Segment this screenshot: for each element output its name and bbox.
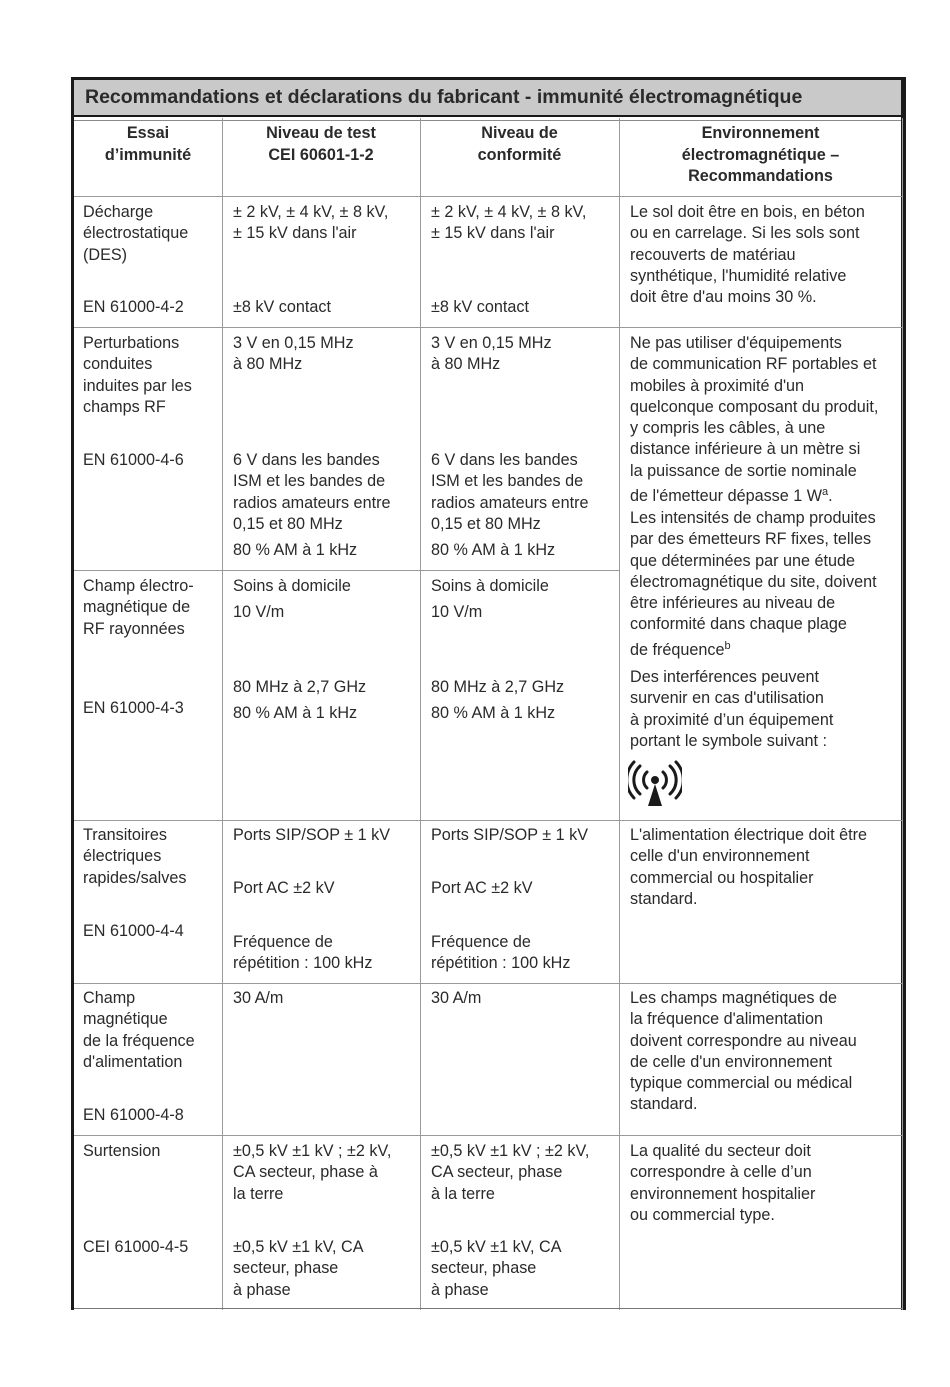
cell-line: 3 V en 0,15 MHz [233,334,354,352]
eft-compliance-a: Ports SIP/SOP ± 1 kV [431,826,589,844]
cell-line: CA secteur, phase à [233,1163,378,1182]
cell-line: Les intensités de champ produites [630,509,876,527]
header-level-line: CEI 60601-1-2 [268,145,374,164]
magnetic-standard: EN 61000-4-8 [83,1106,184,1124]
column-divider [619,118,620,1310]
conducted-level-a [233,333,354,376]
table-title-bar [74,80,901,117]
eft-standard: EN 61000-4-4 [83,922,184,940]
surge-level-a [233,1141,391,1205]
cell-line: la fréquence d'alimentation [630,1010,823,1029]
cell-line: Ne pas utiliser d'équipements [630,334,842,352]
cell-text: de fréquence [630,640,725,659]
cell-line: radios amateurs entre [431,493,589,512]
non-ionizing-radiation-icon [628,760,682,810]
magnetic-level: 30 A/m [233,989,284,1007]
cell-line: à 80 MHz [233,355,303,374]
row-divider [74,1135,902,1136]
cell-line: (DES) [83,245,128,264]
cell-line: quelconque composant du produit, [630,397,879,416]
cell-line: Fréquence de [431,933,531,951]
cell-line: magnétique de [83,598,191,617]
eft-test [83,825,186,889]
cell-line: secteur, phase [233,1259,339,1278]
cell-line: ±0,5 kV ±1 kV, CA [233,1238,364,1256]
cell-line: Le sol doit être en bois, en béton [630,203,865,221]
cell-line: synthétique, l'humidité relative [630,266,847,285]
cell-line: y compris les câbles, à une [630,419,826,438]
header-environment-line: électromagnétique – [681,145,840,164]
eft-level-c [233,932,372,975]
table-bottom-line [74,1308,902,1309]
cell-line: Fréquence de [233,933,333,951]
eft-environment [630,825,867,910]
esd-compliance [431,202,586,245]
cell-line: ISM et les bandes de [431,472,584,491]
cell-line: correspondre à celle d’un [630,1163,812,1182]
cell-line: typique commercial ou médical [630,1074,853,1093]
cell-line: distance inférieure à un mètre si [630,440,861,459]
eft-level-b: Port AC ±2 kV [233,879,335,897]
cell-line: électromagnétique du site, doivent [630,572,877,591]
cell-line: être inférieures au niveau de [630,594,836,613]
header-compliance-line: conformité [477,145,562,164]
cell-line: ± 15 kV dans l'air [431,224,555,243]
esd-level [233,202,388,245]
cell-line: secteur, phase [431,1259,537,1278]
esd-test [83,202,188,266]
eft-level-a: Ports SIP/SOP ± 1 kV [233,826,391,844]
cell-line: portant le symbole suivant : [630,731,828,750]
conducted-level-c: 80 % AM à 1 kHz [233,541,358,559]
cell-line: 6 V dans les bandes [431,451,578,469]
cell-line: répétition : 100 kHz [233,954,373,973]
surge-compliance-b [431,1237,562,1301]
cell-line: Champ électro- [83,577,194,595]
esd-level-contact: ±8 kV contact [233,298,331,316]
radiated-compliance-b: 10 V/m [431,603,483,621]
magnetic-environment [630,988,857,1116]
cell-line: électriques [83,847,162,866]
cell-line: champs RF [83,397,166,416]
header-compliance [420,123,619,166]
cell-line: magnétique [83,1010,168,1029]
cell-line: ± 2 kV, ± 4 kV, ± 8 kV, [431,203,587,221]
cell-line: de la fréquence [83,1031,195,1050]
cell-line: ISM et les bandes de [233,472,386,491]
cell-line: recouverts de matériau [630,245,796,264]
surge-test: Surtension [83,1142,161,1160]
cell-line: ±0,5 kV ±1 kV ; ±2 kV, [431,1142,590,1160]
cell-line [630,486,878,507]
header-test [74,123,222,166]
cell-line: conduites [83,355,153,374]
radiated-test [83,576,194,640]
cell-line: mobiles à proximité d'un [630,376,805,395]
cell-line: conformité dans chaque plage [630,615,847,634]
cell-line: ±0,5 kV ±1 kV ; ±2 kV, [233,1142,392,1160]
row-divider [74,196,902,197]
cell-line: 0,15 et 80 MHz [233,514,343,533]
cell-line: 6 V dans les bandes [233,451,380,469]
surge-level-b [233,1237,364,1301]
cell-line: standard. [630,1095,698,1114]
column-divider [420,118,421,1310]
header-environment [619,123,902,188]
conducted-compliance-b [431,450,588,535]
radiated-level-a: Soins à domicile [233,577,351,595]
cell-line [630,640,877,661]
header-environment-line: Recommandations [688,167,833,185]
table-title: Recommandations et déclarations du fabricant - immunité électromagnétique [85,86,803,108]
conducted-test [83,333,192,418]
radiated-compliance-d: 80 % AM à 1 kHz [431,704,556,722]
cell-line: 0,15 et 80 MHz [431,514,541,533]
cell-line: de communication RF portables et [630,355,877,374]
title-separator [74,117,901,121]
cell-line: induites par les [83,376,192,395]
rf-environment-p2 [630,508,877,661]
magnetic-compliance: 30 A/m [431,989,482,1007]
cell-text: de l'émetteur dépasse 1 W [630,487,823,506]
esd-compliance-contact: ±8 kV contact [431,298,529,316]
radiated-standard: EN 61000-4-3 [83,699,184,717]
cell-line: ±0,5 kV ±1 kV, CA [431,1238,562,1256]
conducted-level-b [233,450,390,535]
cell-line: ou commercial type. [630,1205,775,1224]
cell-line: répétition : 100 kHz [431,954,571,973]
header-compliance-line: Niveau de [481,124,558,142]
footnote-marker: b [724,639,731,652]
cell-line: celle d'un environnement [630,847,810,866]
cell-line: à phase [431,1280,489,1299]
cell-line: radios amateurs entre [233,493,391,512]
column-divider [222,118,223,1310]
eft-compliance-c [431,932,570,975]
cell-line: Les champs magnétiques de [630,989,837,1007]
cell-line: à proximité d’un équipement [630,710,834,729]
cell-line: commercial ou hospitalier [630,868,814,887]
cell-line: 3 V en 0,15 MHz [431,334,552,352]
row-divider [74,820,902,821]
radiated-compliance-c: 80 MHz à 2,7 GHz [431,678,565,696]
cell-line: doivent correspondre au niveau [630,1031,857,1050]
header-level [222,123,420,166]
conducted-compliance-a [431,333,552,376]
cell-line: à 80 MHz [431,355,501,374]
radiated-level-d: 80 % AM à 1 kHz [233,704,358,722]
cell-text: . [828,487,833,506]
cell-line: CA secteur, phase [431,1163,563,1182]
cell-line: Champ [83,989,136,1007]
conducted-standard: EN 61000-4-6 [83,451,184,469]
cell-line: standard. [630,889,698,908]
row-divider [74,983,902,984]
conducted-compliance-c: 80 % AM à 1 kHz [431,541,556,559]
surge-environment [630,1141,815,1226]
cell-line: par des émetteurs RF fixes, telles [630,530,872,549]
magnetic-test [83,988,195,1073]
column-divider [902,118,903,1310]
esd-environment [630,202,865,308]
cell-line: ou en carrelage. Si les sols sont [630,224,860,243]
cell-line: Des interférences peuvent [630,668,819,686]
cell-line: à la terre [431,1184,495,1203]
cell-line: environnement hospitalier [630,1184,816,1203]
cell-line: survenir en cas d'utilisation [630,689,824,708]
eft-compliance-b: Port AC ±2 kV [431,879,533,897]
esd-standard: EN 61000-4-2 [83,298,184,316]
radiated-compliance-a: Soins à domicile [431,577,549,595]
cell-line: Perturbations [83,334,180,352]
cell-line: de celle d'un environnement [630,1052,832,1071]
cell-line: ± 15 kV dans l'air [233,224,357,243]
cell-line: que déterminées par une étude [630,551,855,570]
cell-line: la terre [233,1184,284,1203]
row-divider [74,327,902,328]
surge-compliance-a [431,1141,589,1205]
cell-line: d'alimentation [83,1052,183,1071]
rf-environment-p1 [630,333,878,507]
row-divider [74,570,619,571]
radiated-level-b: 10 V/m [233,603,285,621]
cell-line: la puissance de sortie nominale [630,461,857,480]
cell-line: RF rayonnées [83,619,185,638]
radiated-level-c: 80 MHz à 2,7 GHz [233,678,367,696]
header-test-line: d’immunité [104,145,192,164]
surge-standard: CEI 61000-4-5 [83,1238,189,1256]
cell-line: à phase [233,1280,291,1299]
cell-line: ± 2 kV, ± 4 kV, ± 8 kV, [233,203,389,221]
header-test-line: Essai [126,124,170,142]
cell-line: électrostatique [83,224,189,243]
cell-line: rapides/salves [83,868,187,887]
header-environment-line: Environnement [701,124,820,142]
cell-line: Transitoires [83,826,167,844]
cell-line: La qualité du secteur doit [630,1142,811,1160]
cell-line: doit être d'au moins 30 %. [630,288,817,307]
cell-line: L'alimentation électrique doit être [630,826,868,844]
cell-line: Décharge [83,203,154,221]
header-level-line: Niveau de test [266,124,376,142]
footnote-marker: a [822,486,829,499]
rf-environment-p3 [630,667,833,752]
